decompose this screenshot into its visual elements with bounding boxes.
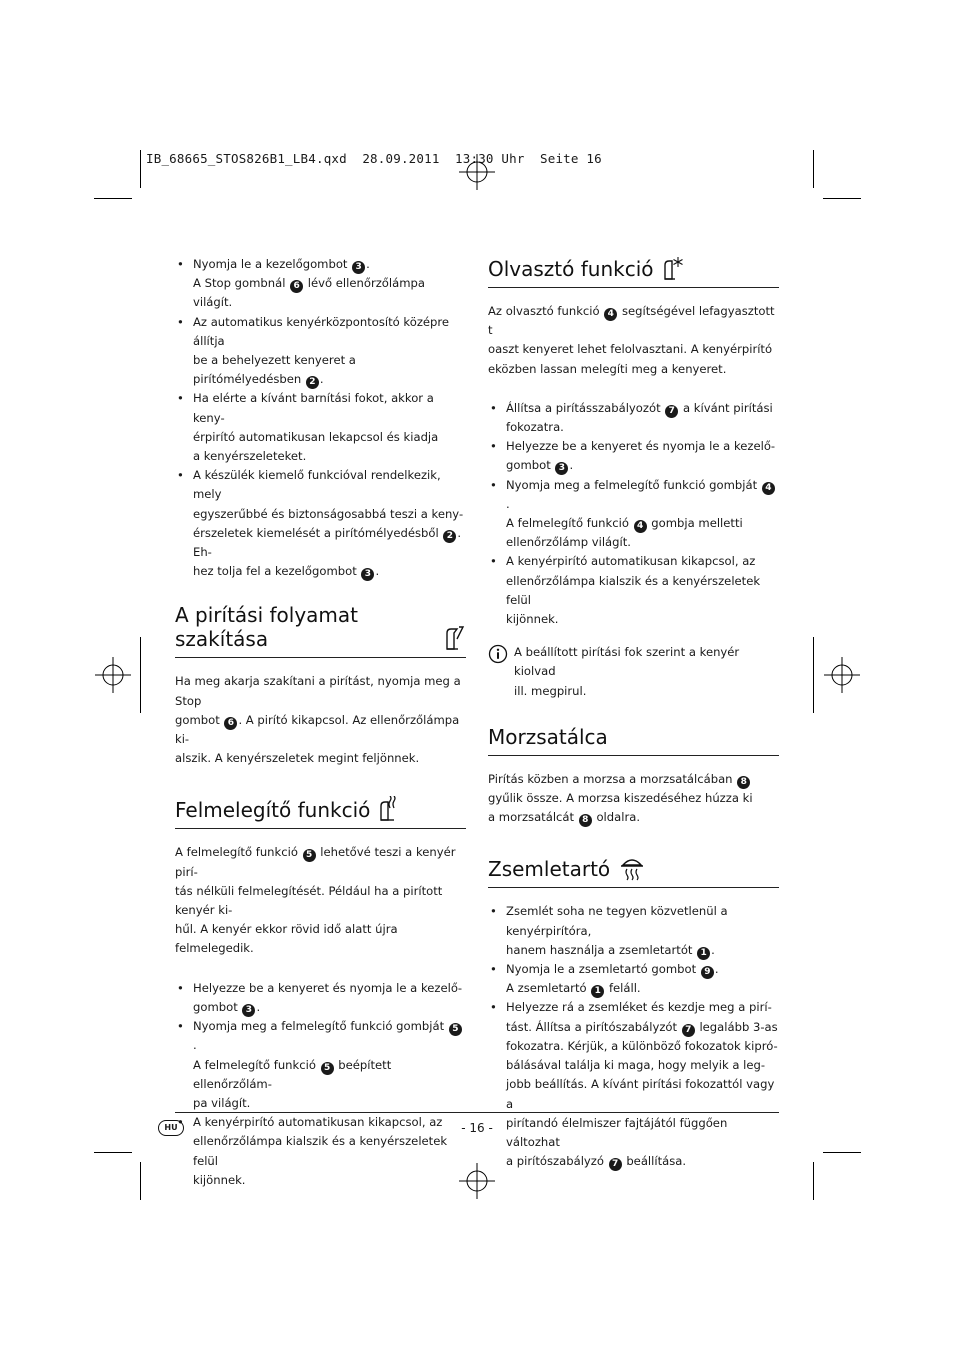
text-line: • A kenyérpirító automatikusan kikapcsol, az <box>506 554 756 569</box>
crop-mark <box>140 637 141 713</box>
text-line: A felmelegítő funkció 5 beépített ellenőrzőlám- <box>193 1057 392 1091</box>
list-item <box>488 437 779 475</box>
instruction-list <box>175 255 466 581</box>
right-column <box>488 255 779 1191</box>
section-paragraph <box>488 302 779 379</box>
text-line: gombot 6 . A pirító kikapcsol. Az ellenőrzőlámpa ki- <box>175 712 460 747</box>
registration-mark-icon <box>459 154 495 190</box>
text-line: • Állítsa a pirításszabályozót 7 a kívánt pirítási <box>506 400 773 416</box>
left-column <box>175 255 466 1210</box>
list-item <box>488 476 779 553</box>
section-heading <box>175 603 466 658</box>
registration-mark-icon <box>95 657 131 693</box>
part-number-badge: 3 <box>361 568 374 581</box>
section-heading <box>175 796 466 829</box>
text-line: be a behelyezett kenyeret a pirítómélyedésben 2 . <box>193 353 356 388</box>
text-line: • Nyomja le a zsemletartó gombot 9 . <box>506 962 719 978</box>
text-line: hez tolja fel a kezelőgombot 3 . <box>193 564 380 580</box>
part-number-badge: 3 <box>242 1004 255 1017</box>
text-line: fokozatra. Kérjük, a különböző fokozatok kipró- <box>506 1038 778 1053</box>
text-line: oaszt kenyeret lehet felolvasztani. A kenyérpirító <box>488 342 773 357</box>
part-number-badge: 8 <box>579 814 592 827</box>
text-line: • Nyomja le a kezelőgombot 3 . <box>193 257 370 272</box>
defrost-snowflake-icon <box>662 255 684 281</box>
page-number: - 16 - <box>461 1121 493 1135</box>
section-heading <box>488 725 779 756</box>
instruction-list <box>175 979 466 1190</box>
text-line: kijönnek. <box>193 1172 246 1187</box>
footer-rule <box>175 1112 779 1113</box>
crop-mark <box>823 198 861 199</box>
part-number-badge: 3 <box>352 261 365 274</box>
text-line: • Nyomja meg a felmelegítő funkció gombját 5. <box>193 1017 466 1055</box>
crop-mark <box>140 1162 141 1200</box>
text-line: A beállított pirítási fok szerint a kenyér kiolvad <box>514 645 740 679</box>
text-line: gombot 3 . <box>506 458 574 474</box>
part-number-badge: 1 <box>591 985 604 998</box>
part-number-badge: 5 <box>449 1023 462 1036</box>
crop-mark <box>813 1162 814 1200</box>
text-line: Ha meg akarja szakítani a pirítást, nyomja meg a Stop <box>175 674 461 708</box>
section-title: A pirítási folyamat szakítása <box>175 603 359 652</box>
text-line: • A készülék kiemelő funkcióval rendelkezik, mely <box>193 468 441 502</box>
text-line: alszik. A kenyérszeletek megint feljönnek. <box>175 751 420 766</box>
part-number-badge: 1 <box>697 947 710 960</box>
list-item <box>175 255 466 313</box>
text-line: • Helyezze be a kenyeret és nyomja le a kezelő- <box>193 980 463 995</box>
list-item <box>175 1113 466 1190</box>
part-number-badge: 9 <box>701 966 714 979</box>
list-item <box>488 960 779 998</box>
text-line: • Az automatikus kenyérközpontosító középre állítja <box>193 314 450 348</box>
section-defrost <box>488 255 779 701</box>
text-line: ellenőrzőlámp világít. <box>506 535 631 550</box>
text-line: jobb beállítás. A kívánt pirítási fokozattól vagy a <box>506 1077 775 1111</box>
text-line: bálásával találja ki maga, hogy melyik a leg- <box>506 1058 766 1073</box>
section-crumb-tray <box>488 725 779 828</box>
stop-toaster-icon <box>444 625 466 651</box>
language-badge: HU <box>158 1120 184 1136</box>
part-number-badge: 2 <box>443 530 456 543</box>
text-line: • Helyezze be a kenyeret és nyomja le a kezelő- <box>506 439 776 454</box>
crop-mark <box>94 198 132 199</box>
text-line: ellenőrzőlámpa kialszik és a kenyérszeletek felül <box>193 1134 448 1168</box>
section-reheat <box>175 796 466 1189</box>
text-line: • Ha elérte a kívánt barnítási fokot, akkor a keny- <box>193 391 434 425</box>
part-number-badge: 7 <box>665 405 678 418</box>
part-number-badge: 4 <box>634 520 647 533</box>
info-icon <box>488 644 508 664</box>
text-line: • A kenyérpirító automatikusan kikapcsol, az <box>193 1115 443 1130</box>
bun-warmer-icon <box>618 855 646 881</box>
text-line: Pirítás közben a morzsa a morzsatálcában 8 <box>488 770 779 789</box>
part-number-badge: 6 <box>224 717 237 730</box>
crop-mark <box>140 150 141 188</box>
text-line: ellenőrzőlámpa kialszik és a kenyérszeletek felül <box>506 573 761 607</box>
section-title: Morzsatálca <box>488 724 608 749</box>
text-line: tást. Állítsa a pirítószabályzót 7 legalább 3-as <box>506 1019 778 1035</box>
text-line: hanem használja a zsemletartót 1 . <box>506 942 715 958</box>
section-title: Felmelegítő funkció <box>175 798 371 823</box>
list-item <box>175 313 466 390</box>
text-line: gombot 3 . <box>193 999 261 1015</box>
file-slug: IB_68665_STOS826B1_LB4.qxd 28.09.2011 13:30 Uhr Seite 16 <box>146 151 602 166</box>
section-paragraph <box>175 672 466 768</box>
crop-mark <box>813 150 814 188</box>
text-line: hűl. A kenyér ekkor rövid idő alatt újra felmelegedik. <box>175 922 398 956</box>
note-text <box>514 643 779 701</box>
part-number-badge: 2 <box>306 376 319 389</box>
part-number-badge: 7 <box>682 1024 695 1037</box>
section-paragraph <box>488 770 779 828</box>
part-number-badge: 4 <box>762 482 775 495</box>
crop-mark <box>823 1152 861 1153</box>
text-line: A Stop gombnál 6 lévő ellenőrzőlámpa világít. <box>193 276 425 310</box>
instruction-list <box>488 399 779 629</box>
text-line: fokozatra. <box>506 420 564 435</box>
part-number-badge: 5 <box>321 1062 334 1075</box>
section-heading <box>488 255 779 288</box>
part-number-badge: 6 <box>290 280 303 293</box>
text-line: a pirítószabályzó 7 beállítása. <box>506 1154 687 1170</box>
text-line: A zsemletartó 1 feláll. <box>506 981 641 997</box>
text-line: Az olvasztó funkció 4 segítségével lefagyasztott t <box>488 304 775 338</box>
section-paragraph <box>175 843 466 958</box>
reheat-icon <box>378 796 400 822</box>
text-line: A felmelegítő funkció 5 lehetővé teszi a kenyér pirí- <box>175 845 456 879</box>
crop-mark <box>94 1152 132 1153</box>
text-line: érpirító automatikusan lekapcsol és kiadja <box>193 429 439 444</box>
registration-mark-icon <box>824 657 860 693</box>
text-line: egyszerűbbé és biztonságosabbá teszi a keny- <box>193 506 464 521</box>
list-item <box>175 466 466 581</box>
section-stop <box>175 603 466 768</box>
list-item <box>175 389 466 466</box>
text-line: tás nélküli felmelegítését. Például ha a pirított kenyér ki- <box>175 883 443 918</box>
text-line: érszeletek kiemelését a pirítómélyedésből 2 . Eh- <box>193 525 462 560</box>
text-line: kijönnek. <box>506 612 559 627</box>
text-line: • Helyezze rá a zsemléket és kezdje meg a pirí- <box>506 1000 772 1015</box>
part-number-badge: 4 <box>604 308 617 321</box>
section-title: Olvasztó funkció <box>488 257 654 281</box>
list-item <box>175 979 466 1017</box>
list-item <box>175 1017 466 1113</box>
section-bun-warmer <box>488 855 779 1171</box>
text-line: • Zsemlét soha ne tegyen közvetlenül a kenyérpirítóra, <box>506 904 728 938</box>
text-line: a kenyérszeleteket. <box>193 449 307 464</box>
crop-mark <box>813 637 814 713</box>
part-number-badge: 8 <box>737 776 750 789</box>
list-item <box>488 998 779 1171</box>
part-number-badge: 7 <box>609 1158 622 1171</box>
list-item <box>488 902 779 960</box>
text-line: • Nyomja meg a felmelegítő funkció gombját 4. <box>506 476 779 514</box>
info-note <box>488 643 779 701</box>
text-line: pa világít. <box>193 1095 251 1110</box>
section-heading <box>488 855 779 888</box>
part-number-badge: 5 <box>303 849 316 862</box>
list-item <box>488 399 779 437</box>
instruction-list <box>488 902 779 1171</box>
list-item <box>488 552 779 629</box>
text-line: gyűlik össze. A morzsa kiszedéséhez húzza ki <box>488 791 753 806</box>
text-line: pirítandó élelmiszer fajtájától függően változhat <box>506 1115 728 1149</box>
part-number-badge: 3 <box>555 462 568 475</box>
text-line: a morzsatálcát 8 oldalra. <box>488 810 641 826</box>
text-line: eközben lassan melegíti meg a kenyeret. <box>488 361 727 376</box>
text-line: A felmelegítő funkció 4 gombja melletti <box>506 516 743 532</box>
section-title: Zsemletartó <box>488 857 611 882</box>
text-line: ill. megpirul. <box>514 683 587 698</box>
